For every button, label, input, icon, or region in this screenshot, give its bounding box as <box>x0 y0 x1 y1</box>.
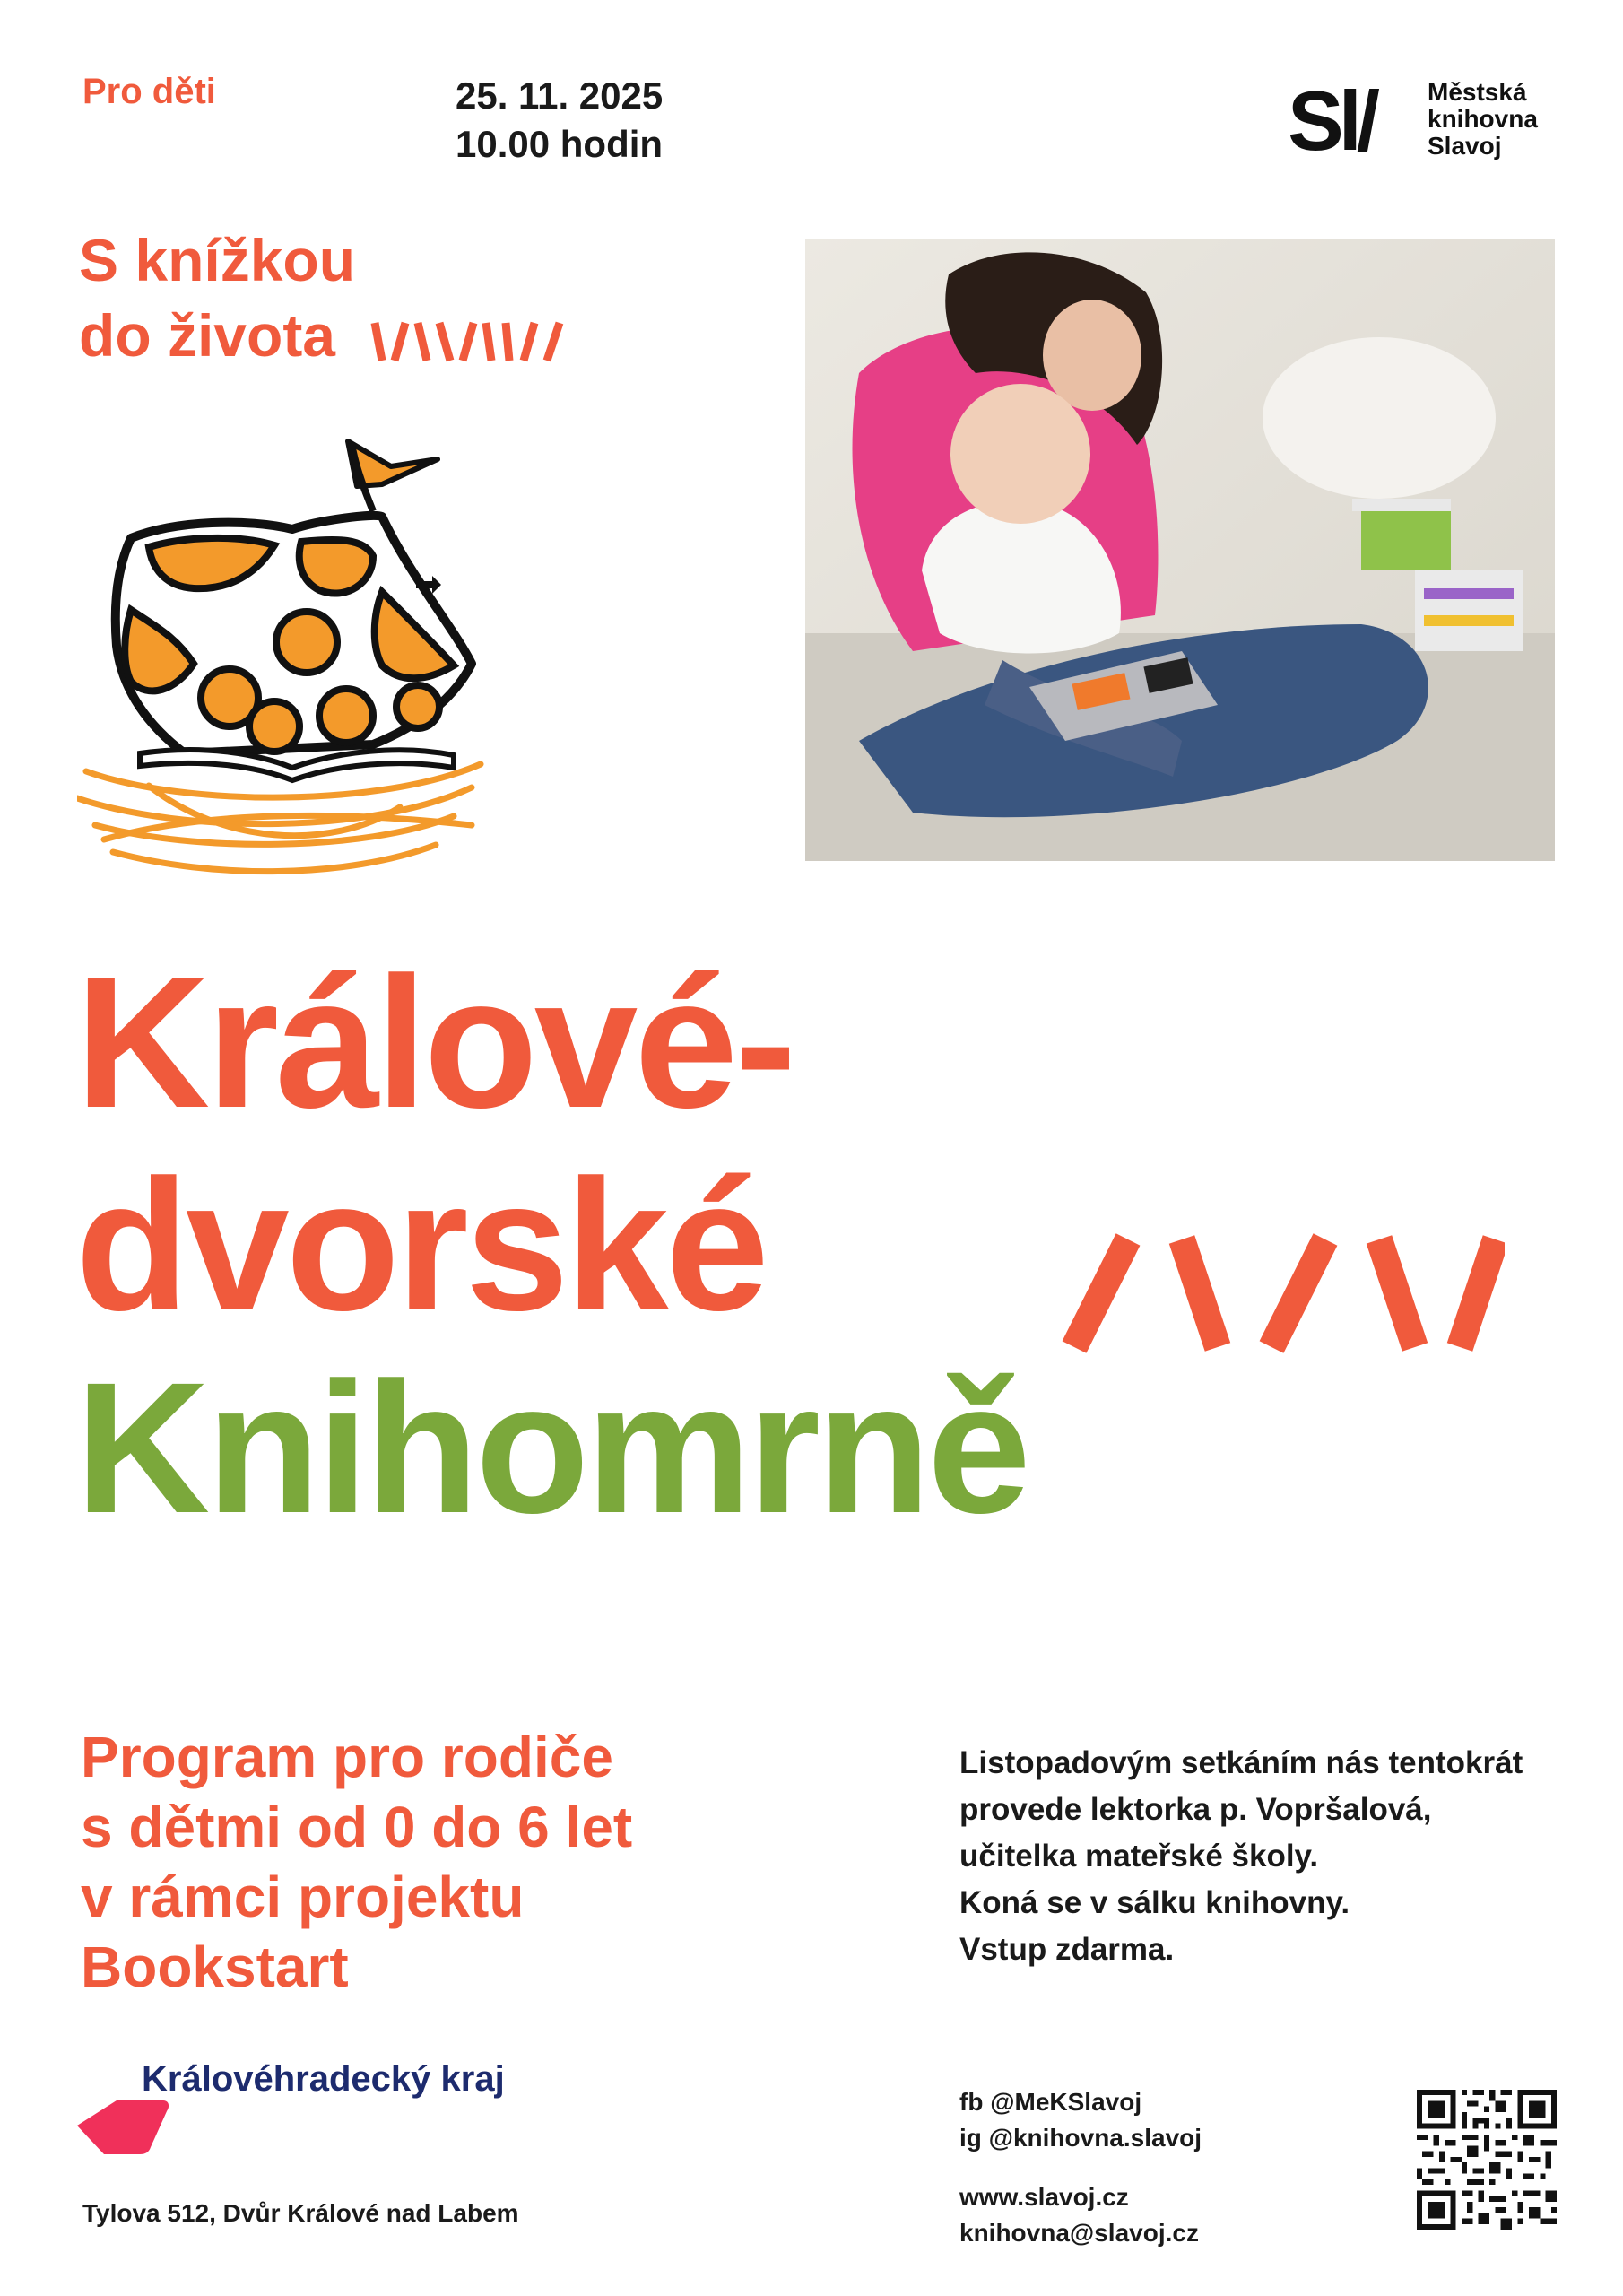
library-logo-line: knihovna <box>1428 105 1538 133</box>
info-line: Koná se v sálku knihovny. <box>959 1885 1350 1920</box>
event-datetime <box>456 72 663 169</box>
category-label: Pro děti <box>82 72 216 111</box>
bookworm-mascot-icon <box>77 430 499 888</box>
region-logo-name: Královéhradecký kraj <box>142 2059 505 2099</box>
event-info <box>959 1740 1523 1973</box>
mother-reading-to-baby-photo <box>805 239 1555 861</box>
library-logo-line: Slavoj <box>1428 132 1502 160</box>
facebook-link[interactable]: fb @MeKSlavoj <box>959 2088 1142 2116</box>
region-logo <box>77 2059 615 2158</box>
program-line: s dětmi od 0 do 6 let <box>81 1795 633 1859</box>
program-line: Program pro rodiče <box>81 1725 613 1789</box>
headline-line2: dvorské <box>75 1142 766 1350</box>
program-line: v rámci projektu <box>81 1865 525 1929</box>
series-title-line2: do života <box>79 302 336 369</box>
info-line: Listopadovým setkáním nás tentokrát <box>959 1745 1523 1780</box>
headline <box>75 939 1028 1552</box>
library-address: Tylova 512, Dvůr Králové nad Labem <box>82 2199 519 2227</box>
headline-line3: Knihomrně <box>75 1344 1028 1552</box>
info-line: Vstup zdarma. <box>959 1932 1175 1967</box>
contacts <box>959 2084 1202 2251</box>
program-description <box>81 1722 632 2002</box>
info-line: učitelka mateřské školy. <box>959 1839 1319 1874</box>
slash-dashes-icon <box>369 314 603 368</box>
library-logo-text <box>1428 79 1538 160</box>
event-date: 25. 11. 2025 <box>456 74 664 117</box>
website-link[interactable]: www.slavoj.cz <box>959 2183 1129 2211</box>
event-time: 10.00 hodin <box>456 123 664 165</box>
slash-dashes-icon <box>1056 1231 1505 1356</box>
library-logo <box>1288 74 1557 169</box>
region-arrow-icon <box>77 2099 170 2156</box>
info-line: provede lektorka p. Vopršalová, <box>959 1792 1432 1827</box>
library-logo-mark: Sl/ <box>1288 74 1375 168</box>
qr-code-icon[interactable] <box>1417 2090 1557 2230</box>
instagram-link[interactable]: ig @knihovna.slavoj <box>959 2124 1202 2152</box>
library-logo-line: Městská <box>1428 78 1527 106</box>
series-title-line1: S knížkou <box>79 227 356 293</box>
email-link[interactable]: knihovna@slavoj.cz <box>959 2219 1199 2247</box>
headline-line1: Králové- <box>75 939 794 1147</box>
program-line: Bookstart <box>81 1935 349 1999</box>
series-title <box>79 222 603 373</box>
